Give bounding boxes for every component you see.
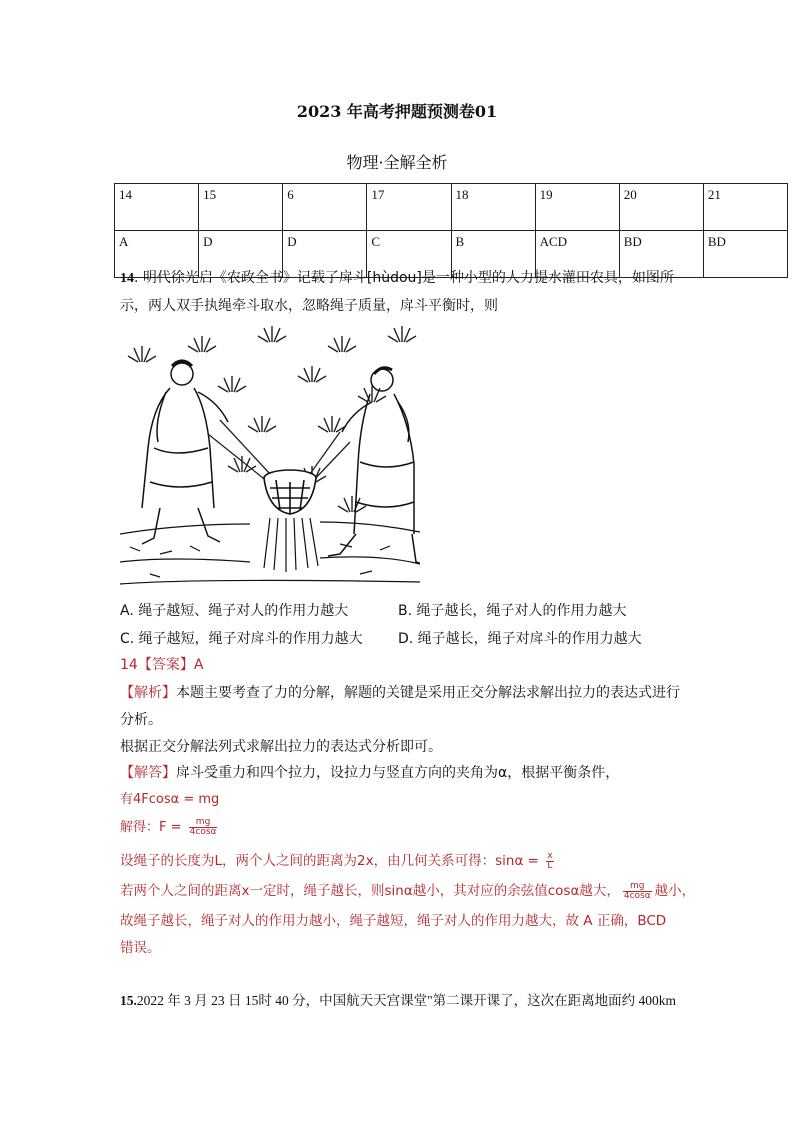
table-cell: D xyxy=(283,231,367,278)
table-cell: 14 xyxy=(115,184,199,231)
table-cell: 15 xyxy=(199,184,283,231)
option-a: A. 绳子越短、绳子对人的作用力越大 xyxy=(120,603,349,619)
table-cell: 17 xyxy=(367,184,451,231)
table-cell: BD xyxy=(703,231,787,278)
fraction-numerator: x xyxy=(547,850,553,861)
detail-text: 戽斗受重力和四个拉力，设拉力与竖直方向的夹角为α，根据平衡条件， xyxy=(176,765,620,781)
table-cell: ACD xyxy=(535,231,619,278)
detail-line-2 xyxy=(120,851,557,871)
detail-text: 若两个人之间的距离x一定时，绳子越长，则sinα越小，其对应的余弦值cosα越大， xyxy=(120,883,620,899)
option-d: D. 绳子越长，绳子对戽斗的作用力越大 xyxy=(398,631,642,647)
detail-text: 设绳子的长度为L，两个人之间的距离为2x，由几何关系可得：sinα = xyxy=(120,853,544,869)
table-cell: C xyxy=(367,231,451,278)
table-cell: 19 xyxy=(535,184,619,231)
fraction-denominator: L xyxy=(547,860,553,871)
analysis-line-1 xyxy=(120,683,680,703)
table-cell: BD xyxy=(619,231,703,278)
equation-prefix: 解得：F = xyxy=(120,820,186,835)
page-subtitle: 物理·全解全析 xyxy=(346,153,448,172)
detail-line-1 xyxy=(120,763,619,783)
fraction xyxy=(546,852,553,871)
option-c: C. 绳子越短，绳子对戽斗的作用力越大 xyxy=(120,631,363,647)
analysis-line-2: 分析。 xyxy=(120,712,162,728)
equation-2 xyxy=(120,818,220,838)
table-cell: A xyxy=(115,231,199,278)
table-cell: D xyxy=(199,231,283,278)
table-cell: 21 xyxy=(703,184,787,231)
question-14-line-2: 示，两人双手执绳牵斗取水，忽略绳子质量，戽斗平衡时，则 xyxy=(120,298,498,314)
question-text: . 明代徐光启《农政全书》记载了戽斗[hùdou]是一种小型的人力提水灌田农具，如图所 xyxy=(134,270,674,286)
equation-1: 有4Fcosα = mg xyxy=(120,792,220,807)
fraction-denominator: 4cosα xyxy=(623,890,651,901)
question-number: 15. xyxy=(120,993,137,1008)
answer-line: 14【答案】A xyxy=(120,657,204,673)
fraction-numerator: mg xyxy=(623,882,652,892)
question-text: 2022 年 3 月 23 日 15时 40 分，中国航天天宫课堂"第二课开课了，这次在距离地面约 400km xyxy=(136,993,677,1008)
table-cell: B xyxy=(451,231,535,278)
page-title: 2023 年高考押题预测卷01 xyxy=(296,102,498,121)
fraction xyxy=(189,818,218,837)
detail-line-4: 故绳子越长，绳子对人的作用力越小，绳子越短，绳子对人的作用力越大，故 A 正确，BCD xyxy=(120,913,667,929)
hudou-illustration xyxy=(120,322,420,590)
table-cell: 6 xyxy=(283,184,367,231)
fraction-numerator: mg xyxy=(189,818,218,828)
answer-table xyxy=(114,183,788,278)
detail-text: 越小， xyxy=(654,883,696,899)
answer-table-numbers-row xyxy=(115,184,788,231)
question-15-line-1 xyxy=(120,991,676,1011)
detail-line-3 xyxy=(120,881,695,901)
option-b: B. 绳子越长，绳子对人的作用力越大 xyxy=(398,603,627,619)
table-cell: 18 xyxy=(451,184,535,231)
table-cell: 20 xyxy=(619,184,703,231)
question-number: 14 xyxy=(120,271,134,286)
analysis-label: 【解析】 xyxy=(120,685,176,701)
detail-line-5: 错误。 xyxy=(120,940,161,956)
fraction-denominator: 4cosα xyxy=(189,827,217,837)
question-14-line-1 xyxy=(120,268,674,289)
detail-label: 【解答】 xyxy=(120,765,176,781)
fraction xyxy=(623,882,652,901)
analysis-line-3: 根据正交分解法列式求解出拉力的表达式分析即可。 xyxy=(120,739,442,755)
analysis-text: 本题主要考查了力的分解，解题的关键是采用正交分解法求解出拉力的表达式进行 xyxy=(176,685,680,701)
